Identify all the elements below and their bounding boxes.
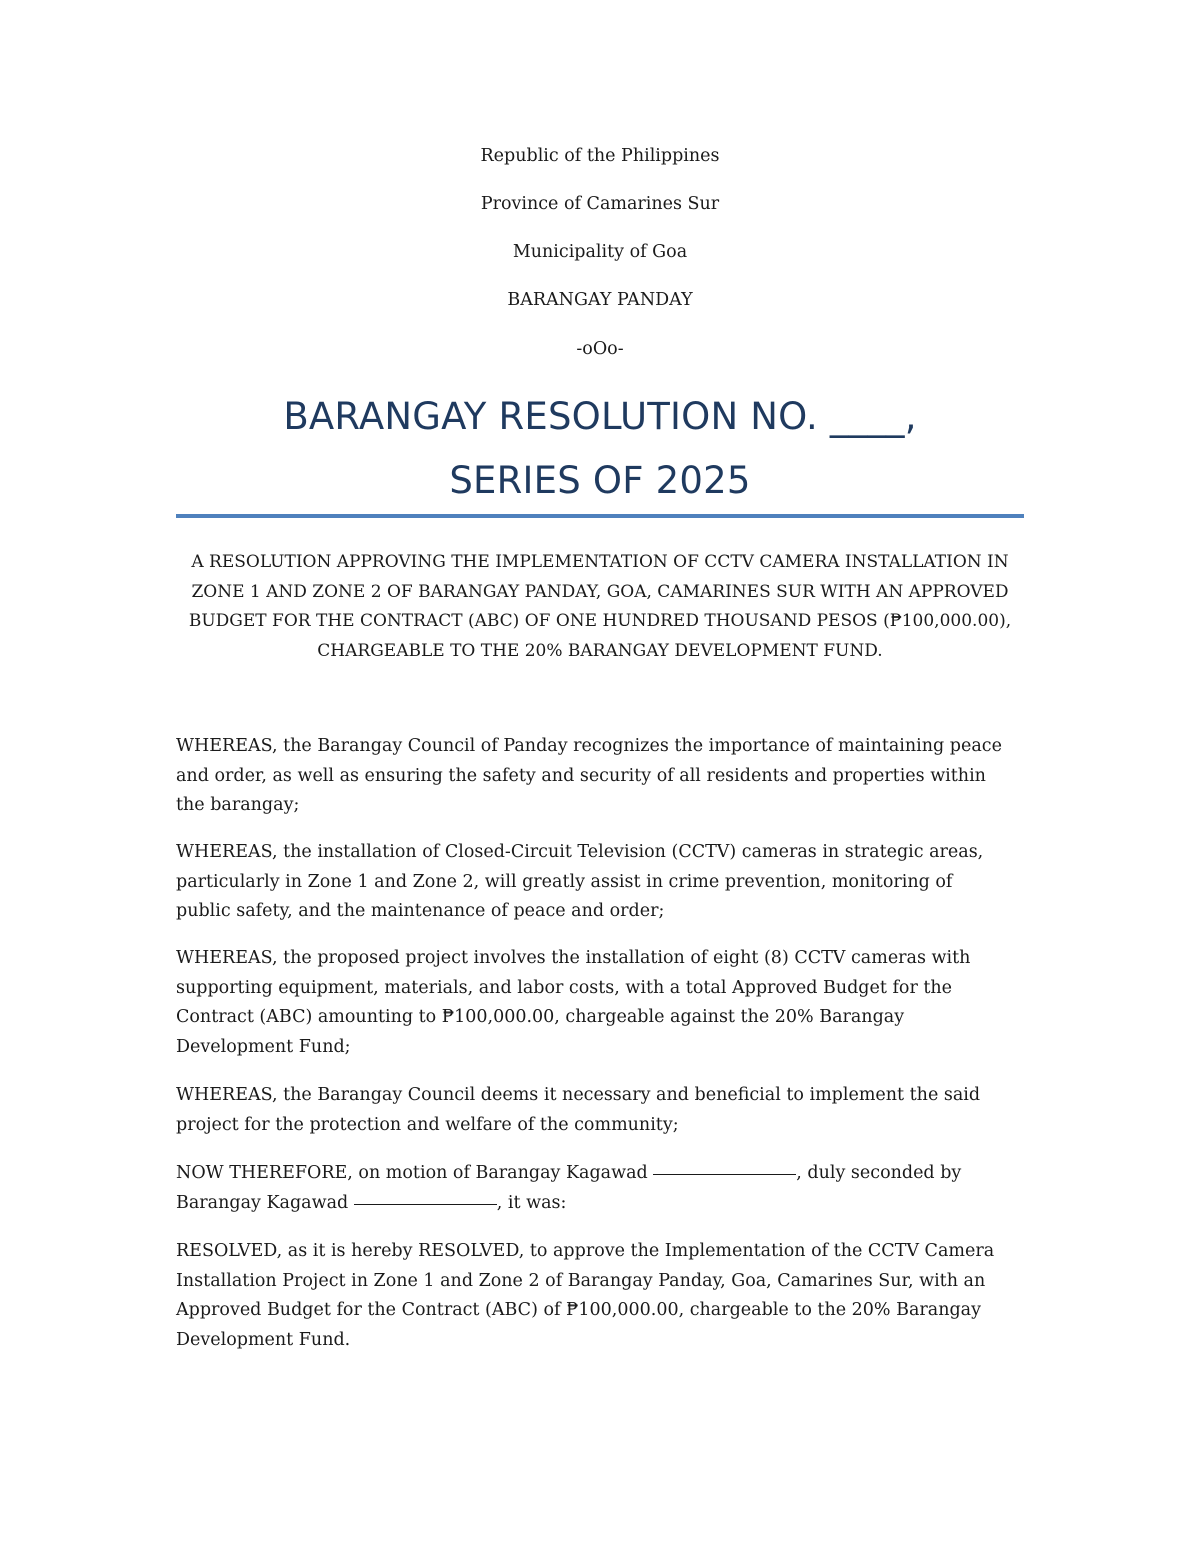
paragraph-line: Contract (ABC) amounting to ₱100,000.00, chargeable against the 20% Barangay (176, 1007, 905, 1027)
resolution-title-line2: SERIES OF 2025 (449, 459, 751, 502)
kagawad-seconder-blank (354, 1203, 497, 1205)
subject-line: ZONE 1 AND ZONE 2 OF BARANGAY PANDAY, GOA, CAMARINES SUR WITH AN APPROVED (191, 581, 1009, 602)
now-therefore-text: , it was: (496, 1192, 567, 1213)
paragraph-line: the barangay; (176, 795, 300, 815)
paragraph-line: Development Fund; (176, 1036, 351, 1057)
paragraph-line: WHEREAS, the proposed project involves the installation of eight (8) CCTV cameras with (176, 948, 971, 968)
header-barangay: BARANGAY PANDAY (507, 290, 693, 310)
paragraph-line: Installation Project in Zone 1 and Zone 2 of Barangay Panday, Goa, Camarines Sur, with an (176, 1270, 986, 1291)
now-therefore-text: Barangay Kagawad (176, 1192, 354, 1213)
header-municipality: Municipality of Goa (512, 242, 688, 262)
paragraph-line: and order, as well as ensuring the safety and security of all residents and properties within (176, 765, 986, 786)
paragraph-line: WHEREAS, the Barangay Council of Panday recognizes the importance of maintaining peace (176, 736, 1002, 756)
header-republic: Republic of the Philippines (480, 146, 720, 166)
paragraph-line (176, 1159, 1016, 1189)
paragraph-line: project for the protection and welfare of the community; (176, 1114, 679, 1135)
subject-line: CHARGEABLE TO THE 20% BARANGAY DEVELOPMENT FUND. (317, 640, 883, 661)
paragraph-line: public safety, and the maintenance of peace and order; (176, 901, 665, 921)
subject-line: BUDGET FOR THE CONTRACT (ABC) OF ONE HUNDRED THOUSAND PESOS (₱100,000.00), (188, 611, 1012, 631)
paragraph-line: WHEREAS, the installation of Closed-Circuit Television (CCTV) cameras in strategic areas, (176, 842, 984, 862)
paragraph-line: RESOLVED, as it is hereby RESOLVED, to approve the Implementation of the CCTV Camera (176, 1241, 995, 1261)
now-therefore-text: , duly seconded by (796, 1163, 962, 1183)
subject-line: A RESOLUTION APPROVING THE IMPLEMENTATION OF CCTV CAMERA INSTALLATION IN (191, 552, 1009, 572)
whereas-paragraph-3 (176, 944, 1016, 1062)
paragraph-line (176, 1189, 1016, 1219)
resolution-title-line1: BARANGAY RESOLUTION NO. ____, (283, 395, 917, 438)
resolved-paragraph (176, 1237, 1016, 1355)
paragraph-line: Development Fund. (176, 1329, 351, 1350)
now-therefore-paragraph (176, 1159, 1016, 1218)
paragraph-line: supporting equipment, materials, and labor costs, with a total Approved Budget for the (176, 977, 953, 998)
whereas-paragraph-1 (176, 732, 1016, 821)
now-therefore-text: NOW THEREFORE, on motion of Barangay Kagawad (176, 1163, 654, 1183)
paragraph-line: Approved Budget for the Contract (ABC) of ₱100,000.00, chargeable to the 20% Barangay (176, 1300, 981, 1320)
paragraph-line: WHEREAS, the Barangay Council deems it necessary and beneficial to implement the said (176, 1085, 981, 1105)
header-province: Province of Camarines Sur (480, 194, 720, 214)
resolution-subject (176, 548, 1024, 666)
title-divider (176, 514, 1024, 518)
kagawad-mover-blank (653, 1173, 796, 1175)
whereas-paragraph-4 (176, 1081, 1016, 1140)
header-separator: -oOo- (576, 339, 624, 359)
whereas-paragraph-2 (176, 838, 1016, 927)
paragraph-line: particularly in Zone 1 and Zone 2, will greatly assist in crime prevention, monitoring of (176, 871, 953, 892)
